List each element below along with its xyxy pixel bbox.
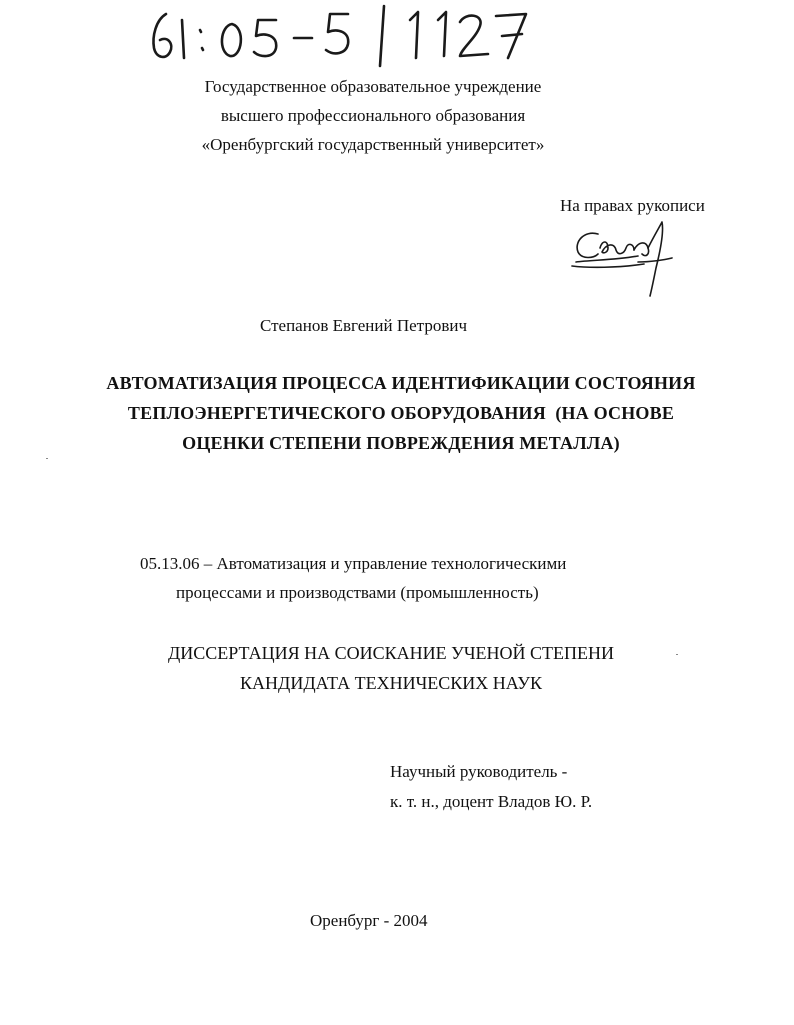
specialty-line-2: процессами и производствами (промышленность): [176, 583, 539, 602]
specialty-line-1: 05.13.06 – Автоматизация и управление технологическими: [140, 554, 567, 573]
title-line-1: АВТОМАТИЗАЦИЯ ПРОЦЕССА ИДЕНТИФИКАЦИИ СОСТОЯНИЯ: [106, 373, 696, 393]
scan-speck: [46, 458, 48, 459]
city-year: Оренбург - 2004: [310, 911, 428, 930]
archive-code-text: 61:05-5/1127: [148, 2, 154, 3]
author-signature: [568, 218, 680, 300]
institution-header: [0, 72, 770, 159]
degree-line-1: ДИССЕРТАЦИЯ НА СОИСКАНИЕ УЧЕНОЙ СТЕПЕНИ: [167, 643, 615, 663]
degree-heading: [0, 638, 788, 698]
institution-line-1: Государственное образовательное учреждение: [204, 77, 542, 96]
dissertation-title: [4, 368, 794, 458]
advisor-name: к. т. н., доцент Владов Ю. Р.: [390, 792, 593, 811]
advisor-label: Научный руководитель -: [390, 762, 568, 781]
degree-line-2: КАНДИДАТА ТЕХНИЧЕСКИХ НАУК: [240, 673, 542, 693]
scan-speck: [676, 654, 678, 655]
rights-note: На правах рукописи: [560, 196, 705, 215]
title-line-3: ОЦЕНКИ СТЕПЕНИ ПОВРЕЖДЕНИЯ МЕТАЛЛА): [182, 433, 620, 453]
handwritten-archive-code: [148, 2, 538, 68]
institution-line-3: «Оренбургский государственный университет»: [201, 135, 545, 154]
title-line-2: ТЕПЛОЭНЕРГЕТИЧЕСКОГО ОБОРУДОВАНИЯ (НА ОСНОВЕ: [127, 403, 675, 423]
author-name: Степанов Евгений Петрович: [260, 316, 467, 335]
institution-line-2: высшего профессионального образования: [220, 106, 526, 125]
